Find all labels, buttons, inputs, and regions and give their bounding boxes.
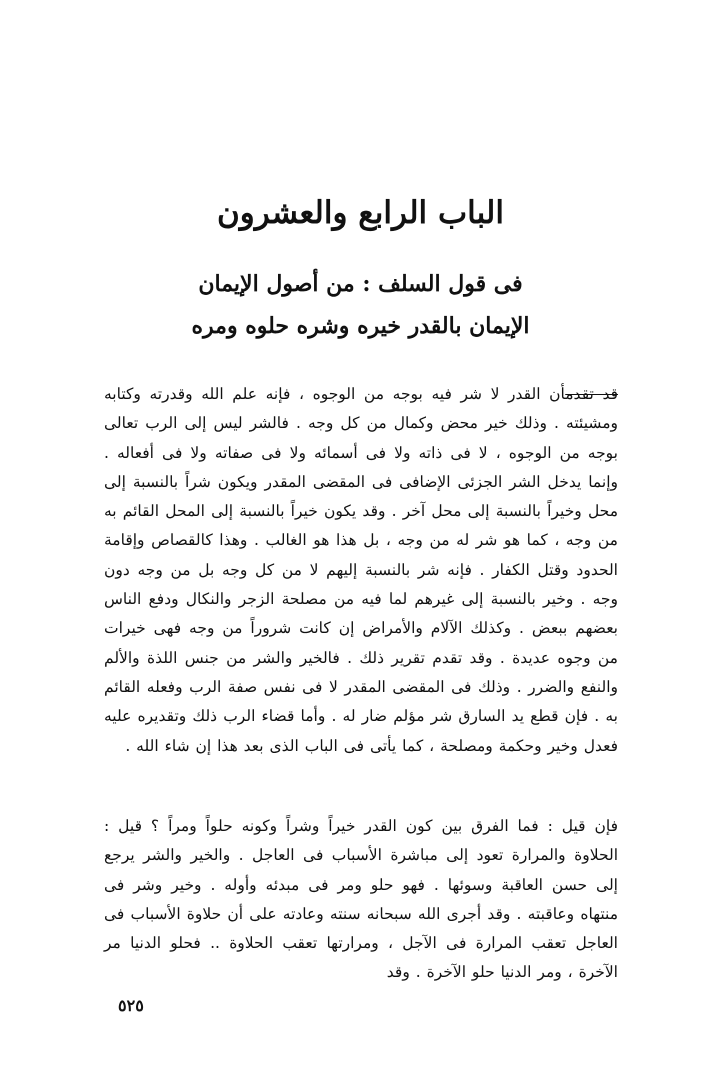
body-paragraph-1-text: أن القدر لا شر فيه بوجه من الوجوه ، فإنه علم الله وقدرته وكتابه ومشيئته . وذلك خير محض وكمال من كل وجه . فالشر ليس إلى الرب تعالى بوجه من الوجوه ، لا فى ذاته ولا فى أسمائه ولا فى صفاته ولا فى أفعاله . وإنما يدخل الشر الجزئى الإضافى فى المقضى المقدر ويكون شراً بالنسبة إلى محل وخيراً بالنسبة إلى محل آخر . وقد يكون خيراً بالنسبة إلى المحل القائم به من وجه ، كما هو شر له من وجه ، بل هذا هو الغالب . وهذا كالقصاص وإقامة الحدود وقتل الكفار . فإنه شر بالنسبة إليهم لا من كل وجه بل من وجه دون وجه . وخير بالنسبة إلى غيرهم لما فيه من مصلحة الزجر والنكال ودفع الناس بعضهم ببعض . وكذلك الآلام والأمراض إن كانت شروراً من وجه فهى خيرات من وجوه عديدة . وقد تقدم تقرير ذلك . فالخير والشر من جنس اللذة والألم والنفع والضرر . وذلك فى المقضى المقدر لا فى نفس صفة الرب وفعله القائم به . فإن قطع يد السارق شر مؤلم ضار له . وأما قضاء الرب ذلك وتقديره عليه فعدل وخير وحكمة ومصلحة ، كما يأتى فى الباب الذى بعد هذا إن شاء الله . xyxy=(104,385,618,755)
body-paragraph-1 xyxy=(104,380,618,761)
page-number: ٥٢٥ xyxy=(118,996,144,1015)
subtitle-line-1: فى قول السلف : من أصول الإيمان xyxy=(198,271,523,297)
body-paragraph-2: فإن قيل : فما الفرق بين كون القدر خيراً وشراً وكونه حلواً ومراً ؟ قيل : الحلاوة والمرارة تعود إلى مباشرة الأسباب فى العاجل . والخير والشر يرجع إلى حسن العاقبة وسوئها . فهو حلو ومر فى مبدئه وأوله . وخير وشر فى منتهاه وعاقبته . وقد أجرى الله سبحانه سنته وعادته على أن حلاوة الأسباب فى العاجل تعقب المرارة فى الآجل ، ومرارتها تعقب الحلاوة .. فحلو الدنيا مر الآخرة ، ومر الدنيا حلو الآخرة . وقد xyxy=(104,817,618,982)
chapter-title: الباب الرابع والعشرون xyxy=(216,195,504,231)
struck-opening-words: قد تقدم xyxy=(565,385,618,403)
subtitle-line-2: الإيمان بالقدر خيره وشره حلوه ومره xyxy=(191,313,530,339)
